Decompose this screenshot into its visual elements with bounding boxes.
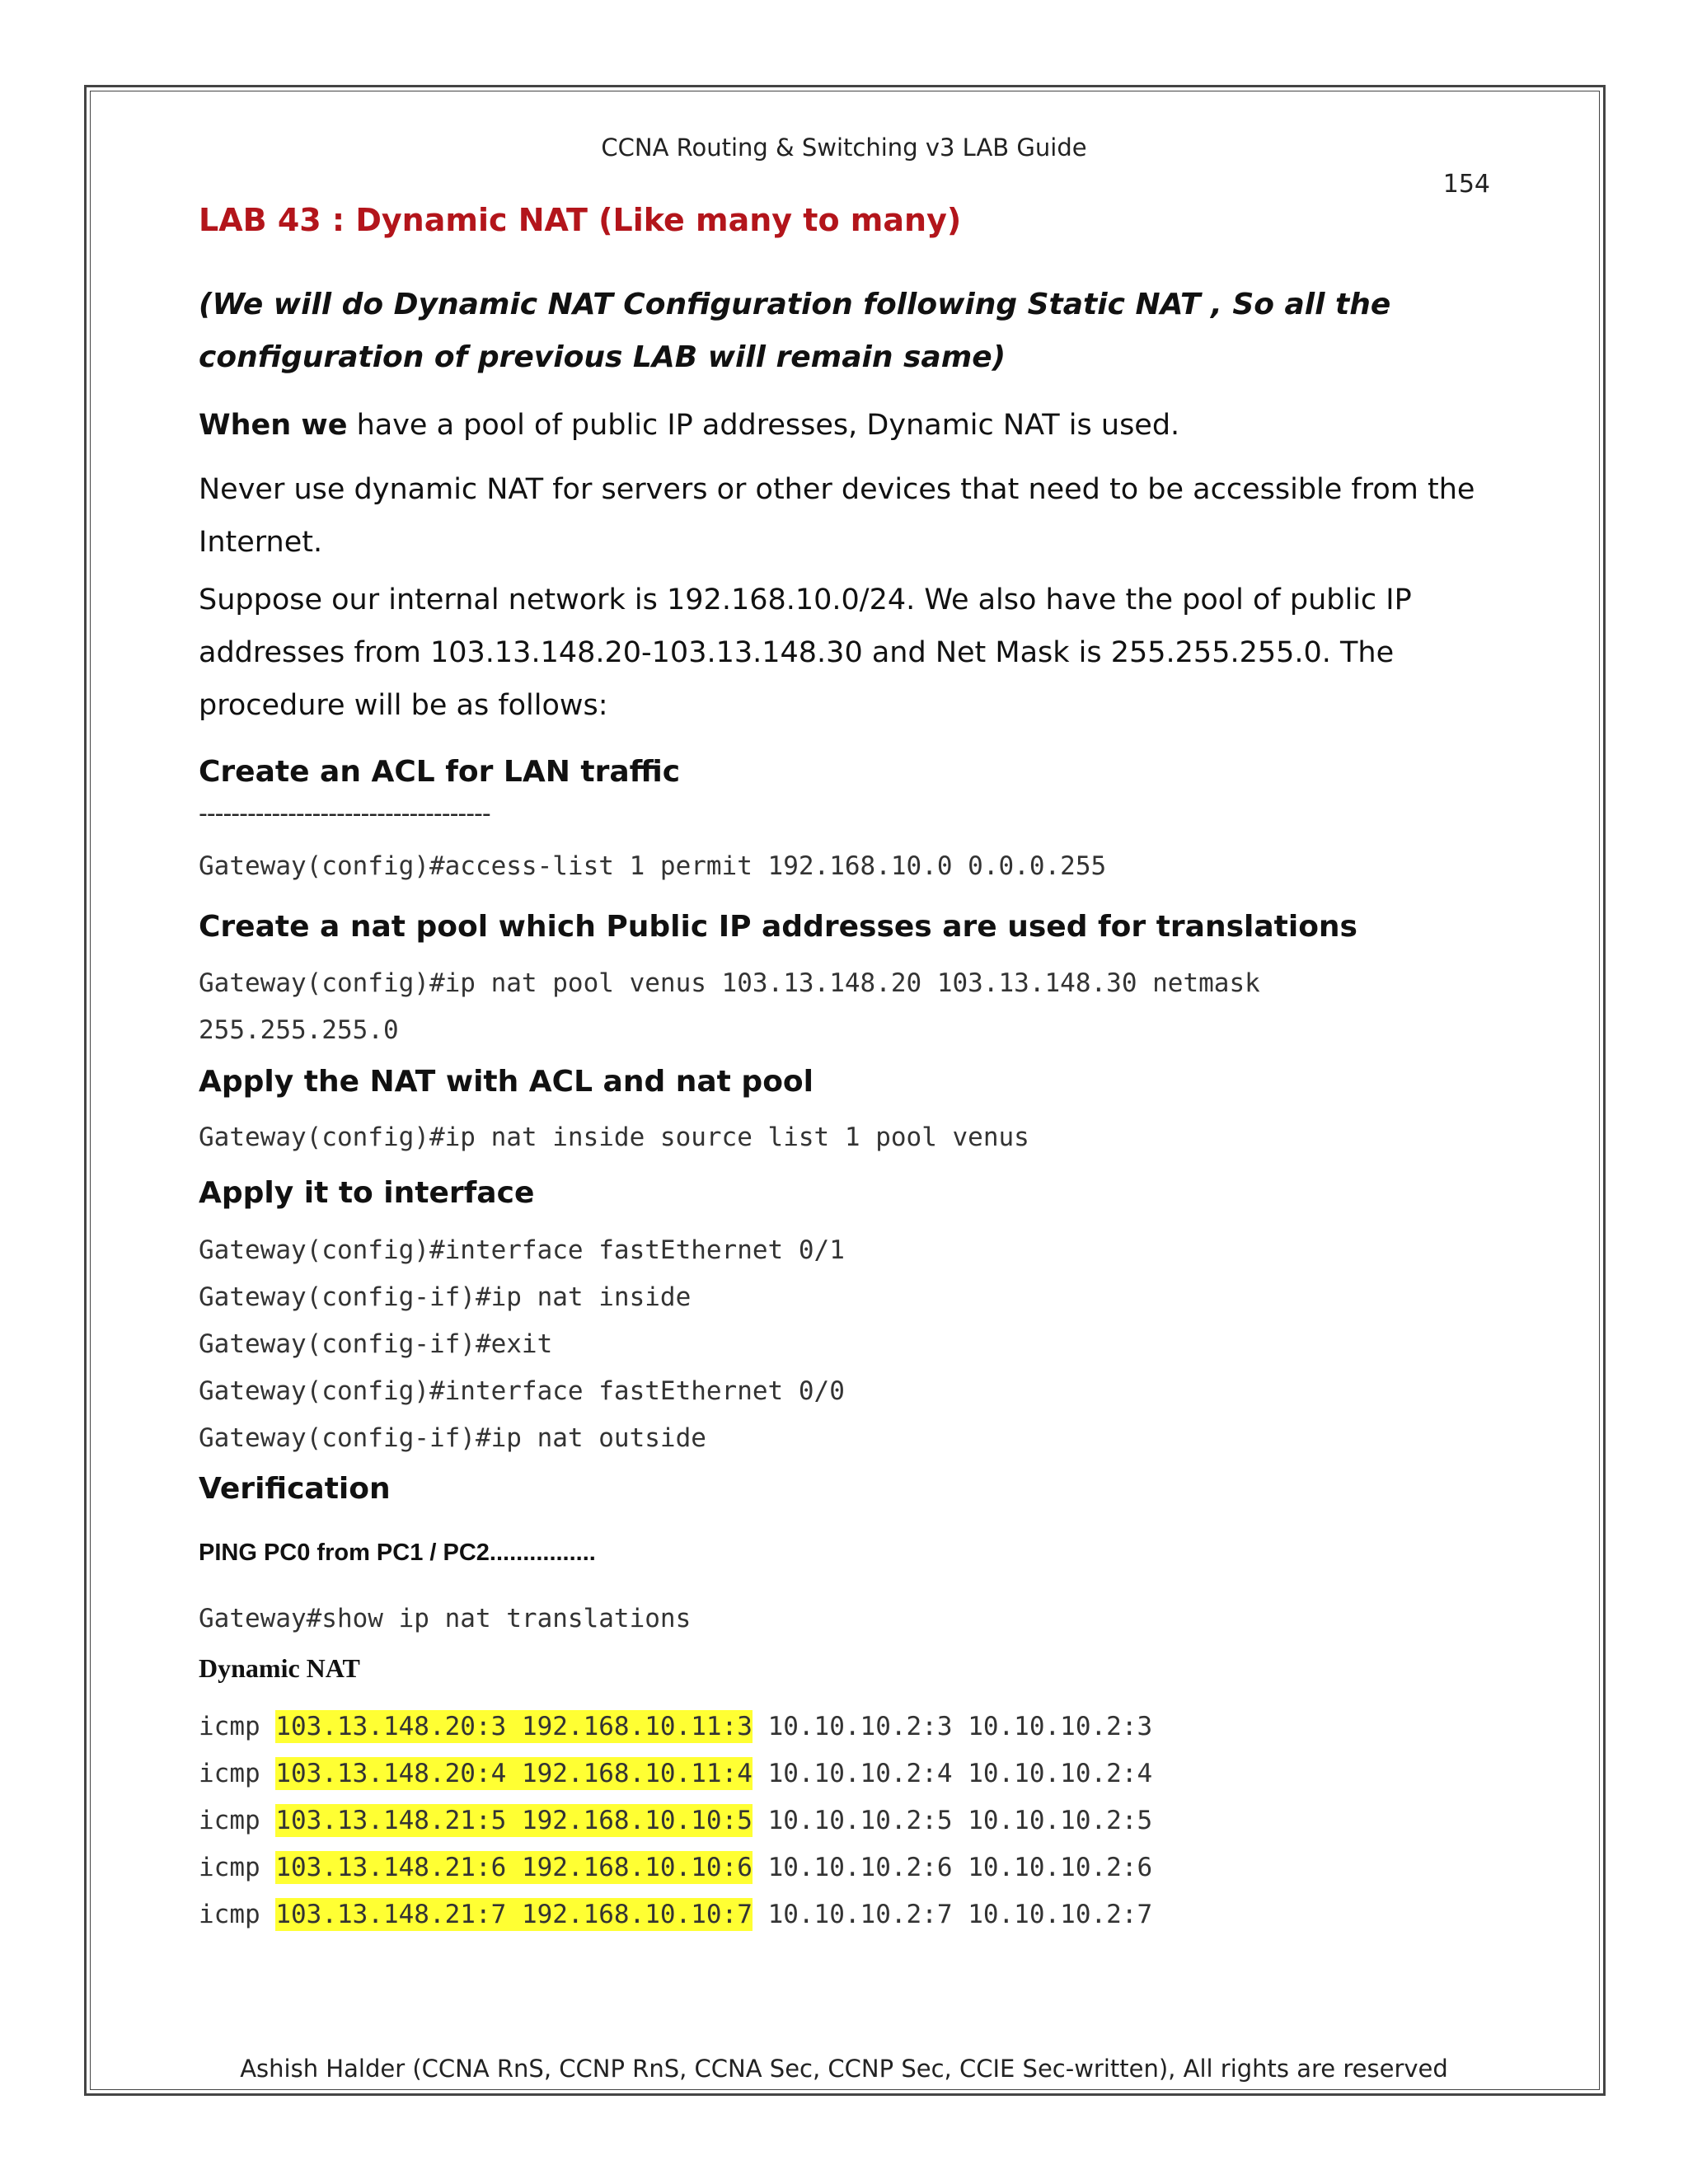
- cmd-access-list: Gateway(config)#access-list 1 permit 192.168.10.0 0.0.0.255: [199, 851, 1107, 881]
- translation-outside-addresses: 10.10.10.2:5 10.10.10.2:5: [752, 1806, 1153, 1835]
- cmd-nat-pool-line-2: 255.255.255.0: [199, 1015, 399, 1045]
- page-number: 154: [1442, 170, 1490, 199]
- cmd-nat-inside-source: Gateway(config)#ip nat inside source list 1 pool venus: [199, 1122, 1029, 1152]
- translation-highlighted-addresses: 103.13.148.20:4 192.168.10.11:4: [275, 1759, 753, 1788]
- translation-outside-addresses: 10.10.10.2:3 10.10.10.2:3: [752, 1712, 1153, 1741]
- heading-underline-dashes: ------------------------------------: [199, 799, 490, 828]
- ping-instruction: PING PC0 from PC1 / PC2................: [199, 1540, 596, 1566]
- cmd-show-nat-translations: Gateway#show ip nat translations: [199, 1604, 692, 1633]
- translation-row: [199, 1853, 1152, 1882]
- paragraph-servers-warning: Never use dynamic NAT for servers or other devices that need to be accessible from the Internet.: [199, 473, 1475, 559]
- translation-protocol: icmp: [199, 1853, 276, 1882]
- translation-row: [199, 1712, 1152, 1741]
- translation-protocol: icmp: [199, 1806, 276, 1835]
- translation-row: [199, 1900, 1152, 1929]
- heading-apply-interface: Apply it to interface: [199, 1176, 535, 1210]
- heading-verification: Verification: [199, 1472, 391, 1506]
- cmd-interface-line: Gateway(config-if)#ip nat outside: [199, 1423, 706, 1453]
- dynamic-nat-label: Dynamic NAT: [199, 1653, 360, 1683]
- page-footer: Ashish Halder (CCNA RnS, CCNP RnS, CCNA Sec, CCNP Sec, CCIE Sec-written), All rights are reserved: [240, 2055, 1448, 2083]
- cmd-interface-line: Gateway(config)#interface fastEthernet 0/0: [199, 1376, 845, 1406]
- translation-row: [199, 1806, 1152, 1835]
- heading-apply-nat: Apply the NAT with ACL and nat pool: [199, 1065, 814, 1099]
- translation-highlighted-addresses: 103.13.148.20:3 192.168.10.11:3: [275, 1712, 753, 1741]
- translation-highlighted-addresses: 103.13.148.21:6 192.168.10.10:6: [275, 1853, 753, 1882]
- translation-row: [199, 1759, 1152, 1788]
- lab-intro: (We will do Dynamic NAT Configuration following Static NAT , So all the configuration of previous LAB will remain same): [199, 288, 1391, 374]
- cmd-interface-line: Gateway(config-if)#exit: [199, 1329, 553, 1359]
- translation-highlighted-addresses: 103.13.148.21:5 192.168.10.10:5: [275, 1806, 753, 1835]
- paragraph-network-setup: Suppose our internal network is 192.168.10.0/24. We also have the pool of public IP addresses from 103.13.148.20-103.13.148.30 and Net Mask is 255.255.255.0. The procedure will be as follows:: [199, 583, 1412, 722]
- translation-outside-addresses: 10.10.10.2:6 10.10.10.2:6: [752, 1853, 1153, 1882]
- heading-create-nat-pool: Create a nat pool which Public IP addresses are used for translations: [199, 910, 1357, 944]
- cmd-nat-pool-line-1: Gateway(config)#ip nat pool venus 103.13.148.20 103.13.148.30 netmask: [199, 968, 1260, 998]
- paragraph-bold-lead: When we: [199, 409, 348, 442]
- translation-outside-addresses: 10.10.10.2:4 10.10.10.2:4: [752, 1759, 1153, 1788]
- translation-protocol: icmp: [199, 1759, 276, 1788]
- translation-outside-addresses: 10.10.10.2:7 10.10.10.2:7: [752, 1900, 1153, 1929]
- paragraph-rest: have a pool of public IP addresses, Dynamic NAT is used.: [347, 409, 1180, 442]
- cmd-interface-line: Gateway(config-if)#ip nat inside: [199, 1282, 692, 1312]
- paragraph-pool-usage: [199, 399, 1493, 452]
- translation-protocol: icmp: [199, 1900, 276, 1929]
- cmd-interface-line: Gateway(config)#interface fastEthernet 0/1: [199, 1235, 845, 1265]
- lab-title: LAB 43 : Dynamic NAT (Like many to many): [199, 202, 962, 238]
- translation-highlighted-addresses: 103.13.148.21:7 192.168.10.10:7: [275, 1900, 753, 1929]
- translation-protocol: icmp: [199, 1712, 276, 1741]
- running-header: CCNA Routing & Switching v3 LAB Guide: [601, 134, 1087, 162]
- heading-create-acl: Create an ACL for LAN traffic: [199, 755, 681, 789]
